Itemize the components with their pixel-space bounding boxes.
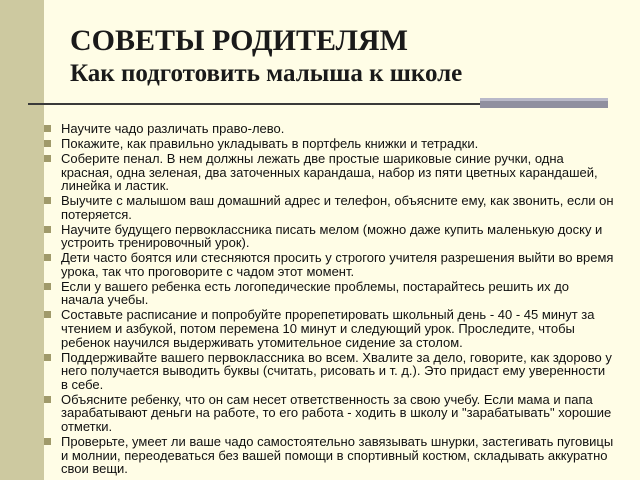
list-item	[44, 122, 614, 136]
list-item	[44, 137, 614, 151]
title-divider-line	[28, 103, 480, 105]
list-item	[44, 435, 614, 476]
list-item-text: Научите чадо различать право-лево.	[61, 121, 285, 136]
tips-list	[44, 122, 614, 476]
list-item-text: Если у вашего ребенка есть логопедические проблемы, постарайтесь решить их до начала учебы.	[61, 278, 570, 308]
list-item	[44, 351, 614, 392]
list-item-text: Соберите пенал. В нем должны лежать две простые шариковые синие ручки, одна красная, одна зеленая, два заточенных карандаша, набор из пяти цветных карандашей, линейка и ластик.	[61, 150, 598, 194]
bullet-icon	[44, 125, 51, 132]
list-item-text: Научите будущего первоклассника писать мелом (можно даже купить маленькую доску и устроить тренировочный урок).	[61, 221, 603, 251]
slide-title: СОВЕТЫ РОДИТЕЛЯМ	[70, 24, 408, 57]
list-item	[44, 251, 614, 278]
bullet-icon	[44, 226, 51, 233]
slide-title-block	[70, 24, 630, 90]
list-item	[44, 308, 614, 349]
slide-subtitle: Как подготовить малыша к школе	[70, 60, 463, 87]
left-decorative-band	[0, 0, 44, 480]
list-item	[44, 194, 614, 221]
list-item-text: Дети часто боятся или стесняются просить у строгого учителя разрешения выйти во время урока, так что проговорите с чадом этот момент.	[61, 250, 614, 279]
bullet-icon	[44, 311, 51, 318]
list-item	[44, 223, 614, 250]
bullet-icon	[44, 438, 51, 445]
bullet-icon	[44, 396, 51, 403]
list-item-text: Покажите, как правильно укладывать в портфель книжки и тетрадки.	[61, 135, 479, 151]
bullet-icon	[44, 140, 51, 147]
bullet-icon	[44, 354, 51, 361]
list-item-text: Проверьте, умеет ли ваше чадо самостоятельно завязывать шнурки, застегивать пуговицы и молнии, переодеваться без вашей помощи в спортивный костюм, складывать аккуратно свои вещи.	[61, 433, 614, 477]
list-item	[44, 152, 614, 193]
list-item-text: Поддерживайте вашего первоклассника во всем. Хвалите за дело, говорите, как здорово у него получается выводить буквы (считать, рисовать и т. д.). Это придаст ему уверенности в себе.	[61, 349, 612, 392]
tips-content	[44, 122, 614, 477]
bullet-icon	[44, 283, 51, 290]
bullet-icon	[44, 197, 51, 204]
title-divider-accent-highlight	[480, 98, 608, 101]
list-item-text: Составьте расписание и попробуйте прорепетировать школьный день - 40 - 45 минут за чтением и азбукой, потом перемена 10 минут и следующий урок. Проследите, чтобы ребенок научился выдерживать утомительное сидение за столом.	[61, 307, 595, 350]
list-item-text: Объясните ребенку, что он сам несет ответственность за свою учебу. Если мама и папа зарабатывают деньги на работе, то его работа - ходить в школу и "зарабатывать" хорошие отметки.	[61, 391, 612, 434]
bullet-icon	[44, 155, 51, 162]
list-item-text: Выучите с малышом ваш домашний адрес и телефон, объясните ему, как звонить, если он потеряется.	[61, 193, 614, 222]
list-item	[44, 280, 614, 307]
list-item	[44, 393, 614, 434]
bullet-icon	[44, 254, 51, 261]
